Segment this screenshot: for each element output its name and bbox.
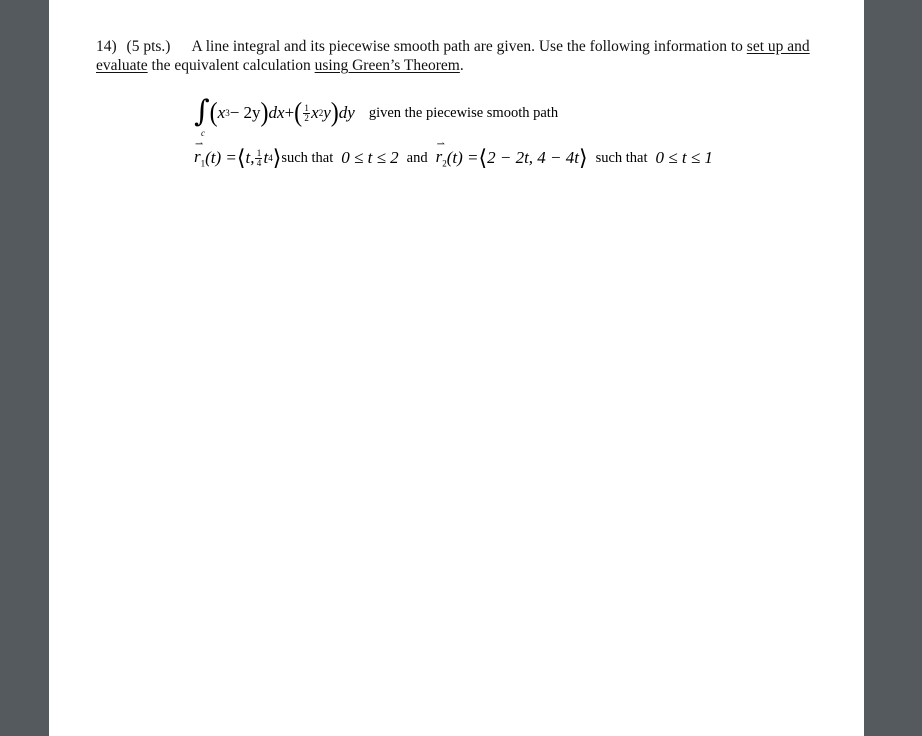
document-page (49, 0, 864, 736)
plus-sign: + (284, 103, 295, 122)
r1-range: 0 ≤ t ≤ 2 (341, 148, 399, 167)
r2-range: 0 ≤ t ≤ 1 (655, 148, 713, 167)
r1-letter: r (194, 147, 201, 167)
problem-number: 14) (96, 38, 117, 55)
problem-statement (96, 37, 816, 75)
vector-arrow-icon: ⇀ (436, 139, 445, 151)
dx: dx (268, 103, 285, 122)
minus-2y: − 2y (229, 103, 261, 122)
piecewise-path (194, 139, 713, 173)
vector-r2 (435, 139, 447, 169)
vector-r1 (194, 139, 206, 169)
integral-subscript: c (201, 128, 205, 138)
r2-such-that: such that (595, 149, 648, 166)
r1-exponent-4: 4 (268, 153, 273, 163)
problem-intro: A line integral and its piecewise smooth path are given. Use the following information to (191, 38, 743, 55)
r2-angle-open: ⟨ (478, 145, 488, 170)
and-text: and (406, 149, 428, 166)
integral-caption: given the piecewise smooth path (368, 104, 559, 121)
var-y: y (323, 103, 331, 122)
var-x: x (217, 103, 226, 122)
dy: dy (338, 103, 355, 122)
fraction-denominator: 4 (256, 157, 262, 168)
fraction-one-half (303, 104, 310, 123)
r2-letter: r (435, 147, 443, 167)
r1-t: t (263, 148, 269, 167)
r2-argument: (t) = (446, 148, 479, 167)
r2-body: 2 − 2t, 4 − 4t (487, 148, 579, 167)
r2-angle-close: ⟩ (578, 145, 588, 170)
integral-sign: ∫ (194, 94, 210, 129)
fraction-one-quarter (255, 149, 262, 168)
exponent-3: 3 (225, 108, 230, 118)
exponent-2: 2 (318, 108, 324, 118)
fraction-numerator: 1 (304, 102, 309, 113)
underlined-greens-theorem: using Green’s Theorem (314, 57, 460, 74)
problem-middle: the equivalent calculation (151, 57, 311, 74)
problem-points: (5 pts.) (126, 38, 171, 55)
paren-open-2: ( (294, 98, 303, 128)
r1-such-that: such that (281, 149, 334, 166)
r1-angle-close: ⟩ (272, 145, 282, 170)
var-x-2: x (311, 103, 319, 122)
r1-subscript: 1 (200, 158, 206, 169)
problem-end: . (459, 57, 464, 74)
r1-argument: (t) = (205, 148, 237, 167)
fraction-denominator: 2 (304, 112, 309, 123)
r1-component-1: t, (245, 148, 255, 167)
r2-subscript: 2 (442, 158, 447, 169)
underlined-set-up-and-evaluate: set up and evaluate (96, 38, 810, 74)
paren-open-1: ( (209, 98, 218, 128)
line-integral (194, 93, 558, 133)
r1-angle-open: ⟨ (236, 145, 246, 170)
fraction-numerator: 1 (256, 147, 262, 158)
vector-arrow-icon: ⇀ (195, 139, 204, 151)
paren-close-1: ) (260, 98, 269, 128)
paren-close-2: ) (330, 98, 339, 128)
